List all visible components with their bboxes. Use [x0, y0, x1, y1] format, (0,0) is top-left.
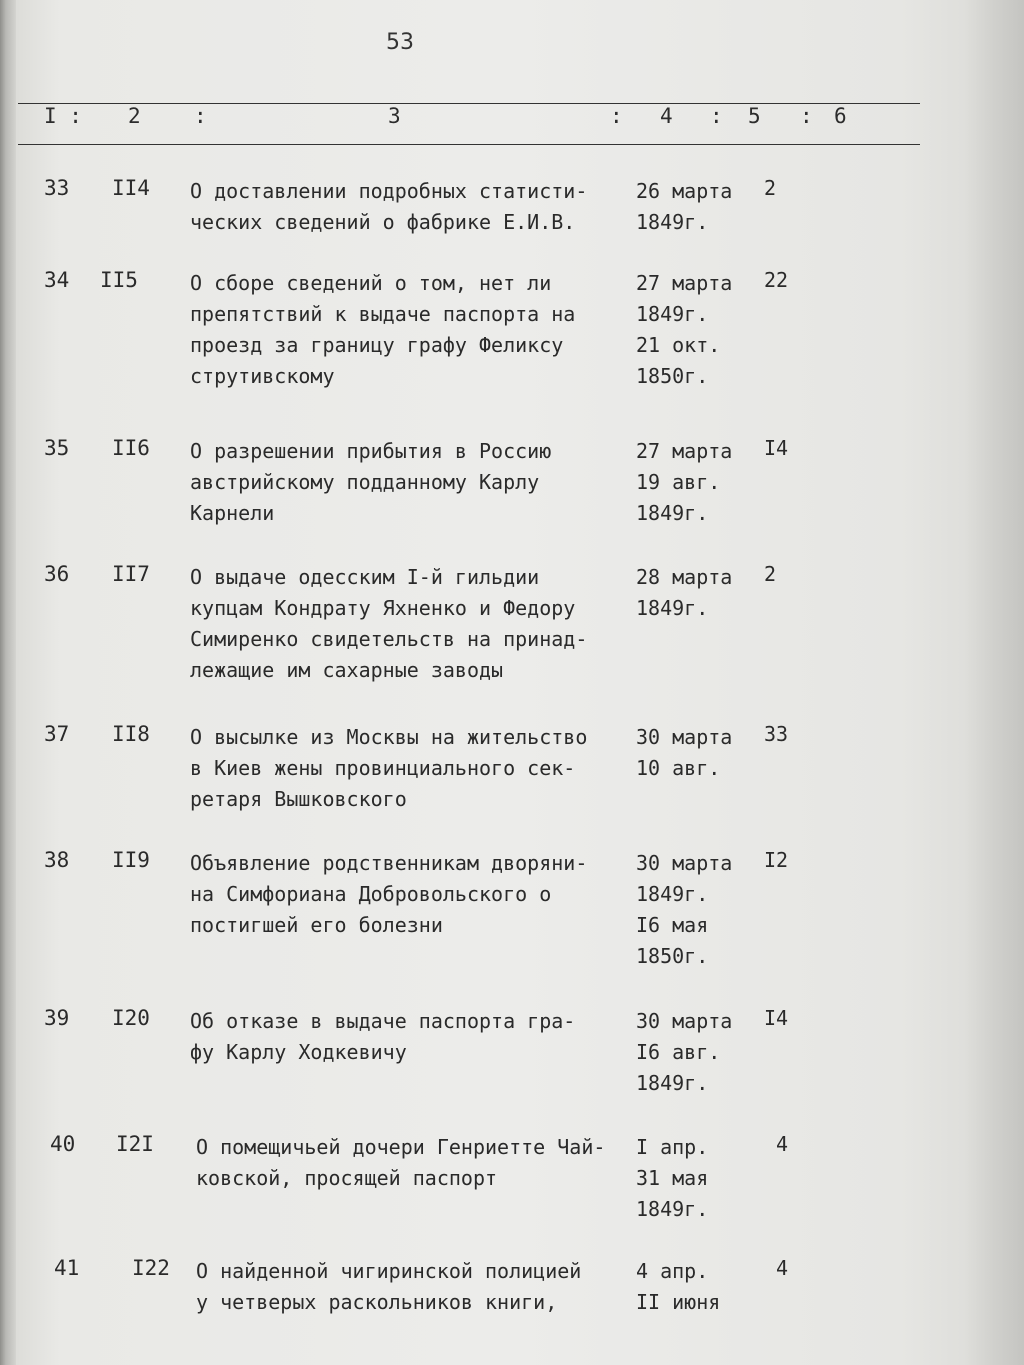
case-number: II9 [112, 848, 150, 872]
title-line: О найденной чигиринской полицией [196, 1259, 582, 1283]
case-dates [636, 722, 732, 784]
date-line: 30 марта [636, 1009, 733, 1033]
header-sep-2: : [194, 104, 207, 128]
title-line: ретаря Вышковского [190, 787, 407, 811]
date-line: 27 марта [636, 439, 733, 463]
title-line: ческих сведений о фабрике Е.И.В. [190, 210, 576, 234]
title-line: на Симфориана Добровольского о [190, 882, 552, 906]
title-line: лежащие им сахарные заводы [190, 658, 504, 682]
header-col-4: 4 [660, 104, 673, 128]
title-line: Карнели [190, 501, 275, 525]
case-dates [636, 562, 732, 624]
case-dates [636, 1256, 720, 1318]
title-line: постигшей его болезни [190, 913, 443, 937]
case-dates [636, 1006, 732, 1099]
row-number: 39 [44, 1006, 70, 1030]
title-line: препятствий к выдаче паспорта на [190, 302, 576, 326]
title-line: австрийскому подданному Карлу [190, 470, 540, 494]
date-line: II июня [636, 1290, 721, 1314]
sheet-count: 22 [764, 268, 789, 292]
sheet-count: 33 [764, 722, 789, 746]
date-line: 27 марта [636, 271, 733, 295]
date-line: 19 авг. [636, 470, 721, 494]
case-dates [636, 1132, 708, 1225]
date-line: I6 мая [636, 913, 709, 937]
header-col-5: 5 [748, 104, 761, 128]
sheet-count: I4 [764, 436, 789, 460]
sheet-count: 4 [776, 1132, 789, 1156]
case-title [190, 562, 630, 686]
title-line: проезд за границу графу Феликсу [190, 333, 564, 357]
row-number: 35 [44, 436, 70, 460]
row-number: 36 [44, 562, 70, 586]
title-line: у четверых раскольников книги, [196, 1290, 558, 1314]
date-line: 1849г. [636, 501, 709, 525]
case-number: I20 [112, 1006, 150, 1030]
case-title [196, 1132, 636, 1194]
title-line: О сборе сведений о том, нет ли [190, 271, 552, 295]
case-title [190, 176, 630, 238]
date-line: 1849г. [636, 302, 709, 326]
case-dates [636, 848, 732, 972]
header-sep-5: : [800, 104, 813, 128]
title-line: Об отказе в выдаче паспорта гра- [190, 1009, 576, 1033]
title-line: Симиренко свидетельств на принад- [190, 627, 588, 651]
row-number: 34 [44, 268, 70, 292]
case-dates [636, 176, 732, 238]
date-line: 28 марта [636, 565, 733, 589]
case-title [190, 1006, 630, 1068]
header-rule-top [18, 103, 920, 104]
title-line: О доставлении подробных статисти- [190, 179, 588, 203]
header-col-2: 2 [128, 104, 141, 128]
date-line: I6 авг. [636, 1040, 721, 1064]
case-number: II4 [112, 176, 150, 200]
row-number: 33 [44, 176, 70, 200]
case-number: I22 [132, 1256, 170, 1280]
row-number: 38 [44, 848, 70, 872]
title-line: О высылке из Москвы на жительство [190, 725, 588, 749]
sheet-count: I2 [764, 848, 789, 872]
page-number: 53 [386, 30, 414, 55]
date-line: 1849г. [636, 596, 709, 620]
row-number: 40 [50, 1132, 76, 1156]
sheet-count: I4 [764, 1006, 789, 1030]
case-dates [636, 436, 732, 529]
case-title [190, 436, 630, 529]
date-line: 21 окт. [636, 333, 721, 357]
date-line: 1849г. [636, 882, 709, 906]
date-line: 4 апр. [636, 1259, 709, 1283]
row-number: 37 [44, 722, 70, 746]
header-sep-4: : [710, 104, 723, 128]
date-line: 10 авг. [636, 756, 721, 780]
case-number: I2I [116, 1132, 154, 1156]
case-number: II7 [112, 562, 150, 586]
date-line: 26 марта [636, 179, 733, 203]
title-line: фу Карлу Ходкевичу [190, 1040, 407, 1064]
row-number: 41 [54, 1256, 80, 1280]
case-title [190, 722, 630, 815]
date-line: 1850г. [636, 364, 709, 388]
date-line: 30 марта [636, 851, 733, 875]
sheet-count: 2 [764, 562, 777, 586]
page-binding [0, 0, 16, 1365]
date-line: 1849г. [636, 1071, 709, 1095]
title-line: Объявление родственникам дворяни- [190, 851, 588, 875]
date-line: 1849г. [636, 210, 709, 234]
header-rule-bottom [18, 144, 920, 145]
title-line: О разрешении прибытия в Россию [190, 439, 552, 463]
title-line: ковской, просящей паспорт [196, 1166, 498, 1190]
header-sep-3: : [610, 104, 623, 128]
title-line: купцам Кондрату Яхненко и Федору [190, 596, 576, 620]
header-col-3: 3 [388, 104, 401, 128]
title-line: в Киев жены провинциального сек- [190, 756, 576, 780]
date-line: I апр. [636, 1135, 709, 1159]
case-number: II8 [112, 722, 150, 746]
header-col-6: 6 [834, 104, 847, 128]
date-line: 1850г. [636, 944, 709, 968]
title-line: струтивскому [190, 364, 335, 388]
date-line: 1849г. [636, 1197, 709, 1221]
title-line: О помещичьей дочери Генриетте Чай- [196, 1135, 606, 1159]
case-title [190, 268, 630, 392]
case-dates [636, 268, 732, 392]
header-col-1: I : [44, 104, 82, 128]
sheet-count: 4 [776, 1256, 789, 1280]
page-shadow [964, 0, 1024, 1365]
case-title [196, 1256, 636, 1318]
date-line: 30 марта [636, 725, 733, 749]
title-line: О выдаче одесским I-й гильдии [190, 565, 540, 589]
date-line: 31 мая [636, 1166, 709, 1190]
case-number: II6 [112, 436, 150, 460]
sheet-count: 2 [764, 176, 777, 200]
case-number: II5 [100, 268, 138, 292]
case-title [190, 848, 630, 941]
